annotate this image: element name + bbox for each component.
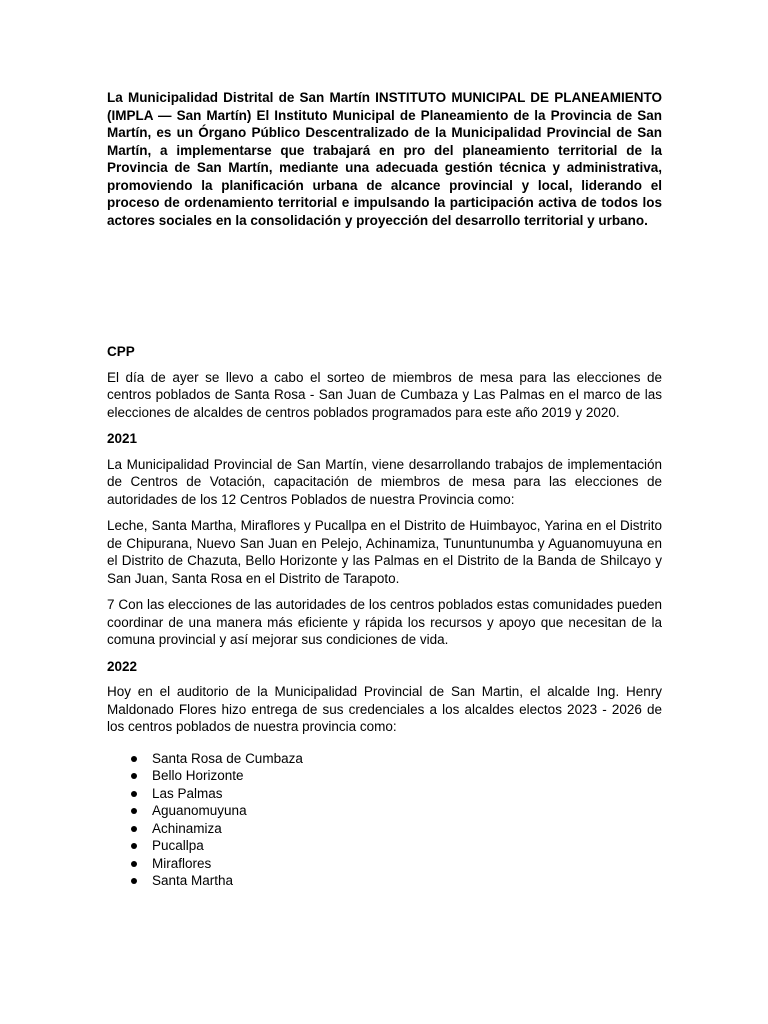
section-heading-2021: 2021 xyxy=(107,431,138,446)
list-item-text: Bello Horizonte xyxy=(152,768,244,783)
list-item xyxy=(107,872,662,890)
list-item-text: Las Palmas xyxy=(152,785,223,801)
bullet-icon xyxy=(131,878,137,884)
list-item xyxy=(107,767,662,785)
list-item-text: Pucallpa xyxy=(152,838,204,853)
list-item-text: Santa Martha xyxy=(152,873,234,888)
list-item xyxy=(107,785,662,803)
paragraph-2022: Hoy en el auditorio de la Municipalidad Provincial de San Martin, el alcalde Ing. Henry Maldonado Flores hizo entrega de sus credenciales a los alcaldes electos 2023 - 2026 de los centros poblados de nuestra provincia como: xyxy=(107,684,662,734)
bullet-icon xyxy=(131,756,137,762)
paragraph-2021-districts: Leche, Santa Martha, Miraflores y Pucallpa en el Distrito de Huimbayoc, Yarina en el Distrito de Chipurana, Nuevo San Juan en Pelejo, Achinamiza, Tununtunumba y Aguanomuyuna en el Distrito de Chazuta, Bello Horizonte y las Palmas en el Distrito de la Banda de Shilcayo y San Juan, Santa Rosa en el Distrito de Tarapoto. xyxy=(107,518,662,586)
centros-poblados-list xyxy=(107,750,662,890)
intro-paragraph: La Municipalidad Distrital de San Martín INSTITUTO MUNICIPAL DE PLANEAMIENTO (IMPLA — San Martín) El Instituto Municipal de Planeamiento de la Provincia de San Martín, es un Órgano Público Descentralizado de la Municipalidad Provincial de San Martín, a implementarse que trabajará en pro del planeamiento territorial de la Provincia de San Martín, mediante una adecuada gestión técnica y administrativa, promoviendo la planificación urbana de alcance provincial y local, liderando el proceso de ordenamiento territorial e impulsando la participación activa de todos los actores sociales en la consolidación y proyección del desarrollo territorial y urbano. xyxy=(107,90,662,228)
bullet-icon xyxy=(131,861,137,867)
list-item-text: Achinamiza xyxy=(152,820,222,836)
list-item xyxy=(107,855,662,873)
list-item-text: Aguanomuyuna xyxy=(152,803,247,818)
paragraph-2021-benefits: 7 Con las elecciones de las autoridades de los centros poblados estas comunidades pueden coordinar de una manera más eficiente y rápida los recursos y apoyo que necesitan de la comuna provincial y así mejorar sus condiciones de vida. xyxy=(107,597,662,647)
list-item xyxy=(107,820,662,838)
bullet-icon xyxy=(131,791,137,797)
bullet-icon xyxy=(131,808,137,814)
section-heading-cpp: CPP xyxy=(107,344,135,359)
bullet-icon xyxy=(131,843,137,849)
bullet-icon xyxy=(131,826,137,832)
bullet-icon xyxy=(131,773,137,779)
list-item xyxy=(107,802,662,820)
list-item-text: Miraflores xyxy=(152,855,212,871)
cpp-paragraph: El día de ayer se llevo a cabo el sorteo de miembros de mesa para las elecciones de centros poblados de Santa Rosa - San Juan de Cumbaza y Las Palmas en el marco de las elecciones de alcaldes de centros poblados programados para este año 2019 y 2020. xyxy=(107,369,662,420)
document-page xyxy=(107,89,662,890)
paragraph-2021-intro: La Municipalidad Provincial de San Martín, viene desarrollando trabajos de implementación de Centros de Votación, capacitación de miembros de mesa para las elecciones de autoridades de los 12 Centros Poblados de nuestra Provincia como: xyxy=(107,456,662,507)
list-item xyxy=(107,750,662,768)
blank-space xyxy=(107,229,662,343)
list-item xyxy=(107,837,662,855)
section-heading-2022: 2022 xyxy=(107,658,138,674)
list-item-text: Santa Rosa de Cumbaza xyxy=(152,750,303,766)
